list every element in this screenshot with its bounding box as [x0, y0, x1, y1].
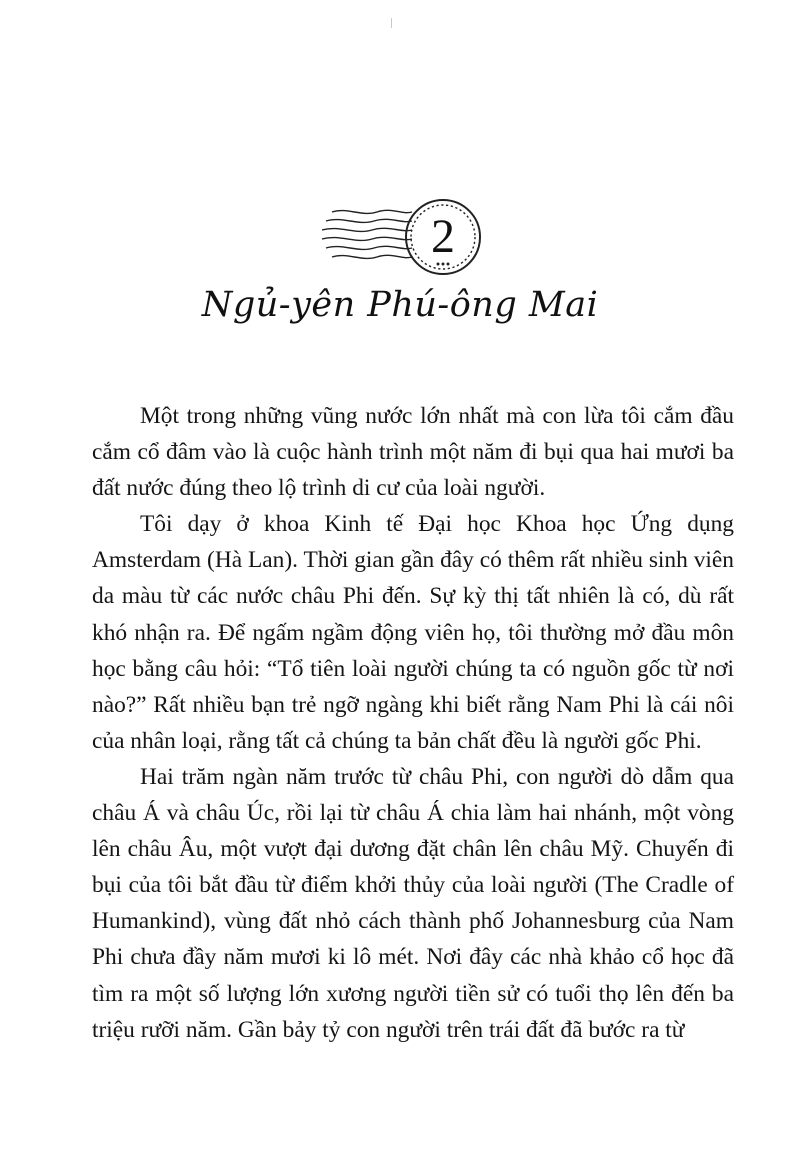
paragraph: Một trong những vũng nước lớn nhất mà con lừa tôi cắm đầu cắm cổ đâm vào là cuộc hành trình một năm đi bụi qua hai mươi ba đất nước đúng theo lộ trình di cư của loài người.: [92, 403, 734, 502]
page-edge-mark: [391, 18, 392, 28]
chapter-title: Ngủ-yên Phú-ông Mai: [201, 285, 599, 325]
chapter-number: 2: [431, 210, 455, 263]
paragraph: Tôi dạy ở khoa Kinh tế Đại học Khoa học Ứng dụng Amsterdam (Hà Lan). Thời gian gần đây có thêm rất nhiều sinh viên da màu từ các nước châu Phi đến. Sự kỳ thị tất nhiên là có, dù rất khó nhận ra. Để ngấm ngầm động viên họ, tôi thường mở đầu môn học bằng câu hỏi: “Tổ tiên loài người chúng ta có nguồn gốc từ nơi nào?” Rất nhiều bạn trẻ ngỡ ngàng khi biết rằng Nam Phi là cái nôi của nhân loại, rằng tất cả chúng ta bản chất đều là người gốc Phi.: [92, 511, 734, 754]
chapter-body: [92, 398, 734, 1048]
paragraph: Hai trăm ngàn năm trước từ châu Phi, con người dò dẫm qua châu Á và châu Úc, rồi lại từ châu Á chia làm hai nhánh, một vòng lên châu Âu, một vượt đại dương đặt chân lên châu Mỹ. Chuyến đi bụi của tôi bắt đầu từ điểm khởi thủy của loài người (The Cradle of Humankind), vùng đất nhỏ cách thành phố Johannesburg của Nam Phi chưa đầy năm mươi ki lô mét. Nơi đây các nhà khảo cổ học đã tìm ra một số lượng lớn xương người tiền sử có tuổi thọ lên đến ba triệu rưỡi năm. Gần bảy tỷ con người trên trái đất đã bước ra từ: [92, 763, 734, 1043]
